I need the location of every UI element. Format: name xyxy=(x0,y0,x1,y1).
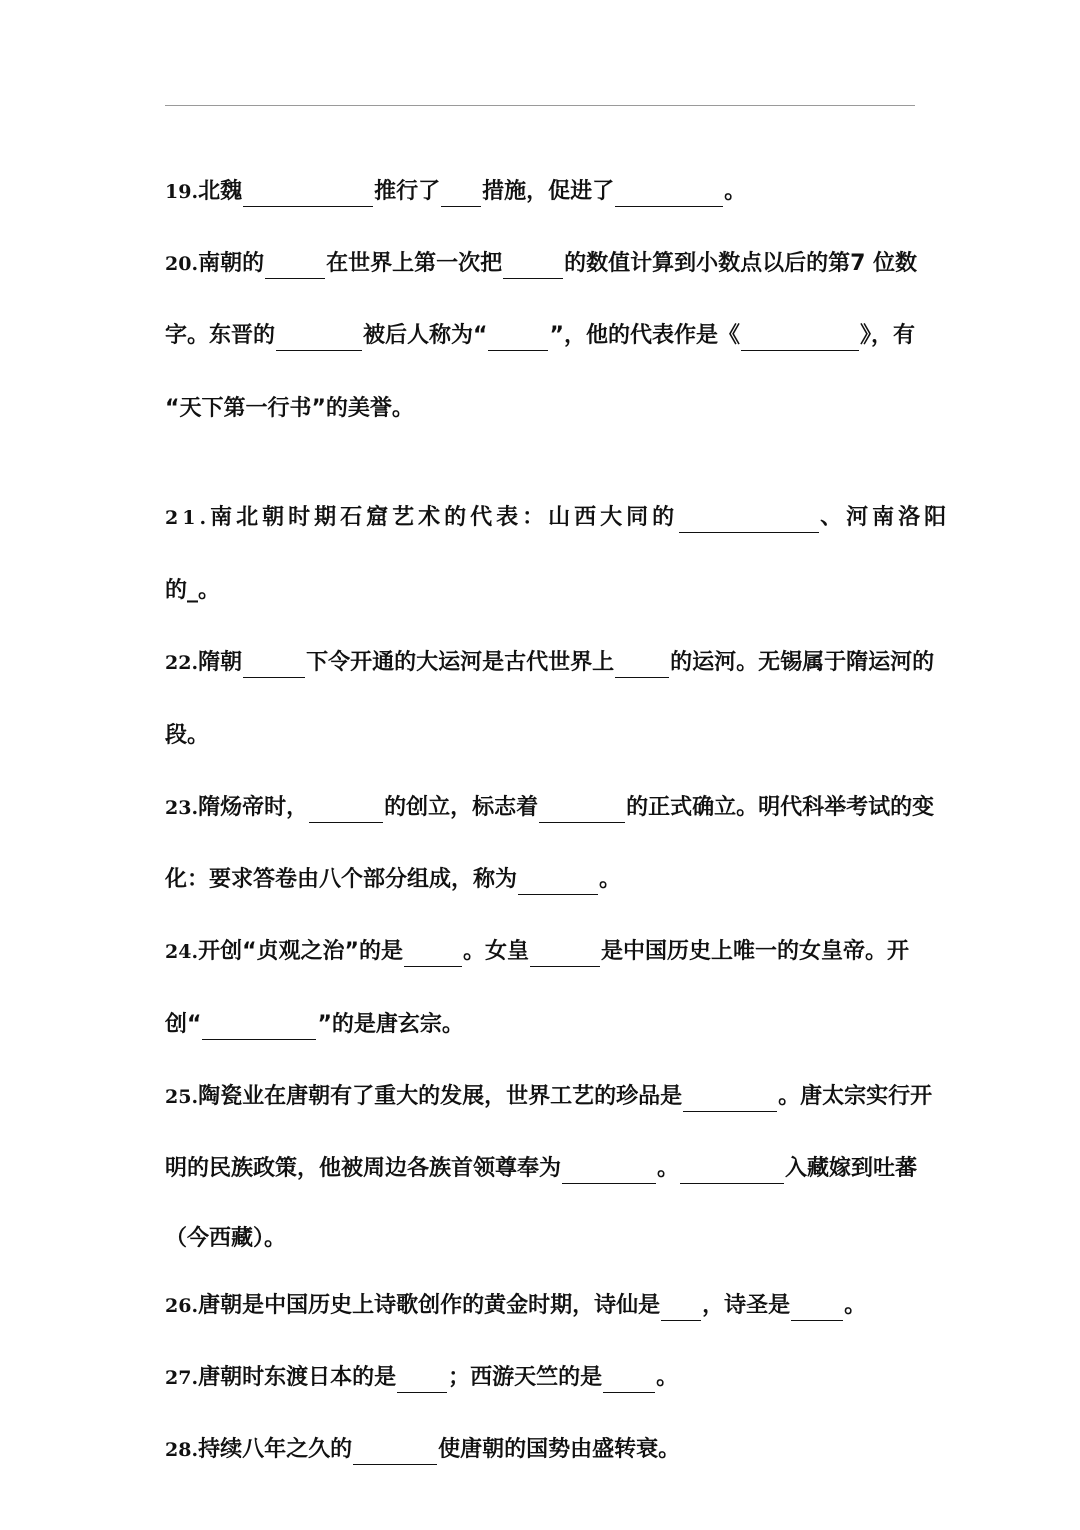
answer-blank[interactable] xyxy=(265,254,325,279)
answer-blank[interactable] xyxy=(562,1159,656,1184)
question-26 xyxy=(165,1291,925,1321)
question-text: 使唐朝的国势由盛转衰。 xyxy=(438,1437,681,1462)
question-text: ；西游天竺的是 xyxy=(448,1365,603,1390)
answer-blank[interactable] xyxy=(397,1368,447,1393)
question-text: 措施，促进了 xyxy=(482,179,615,204)
question-number: 22. xyxy=(165,652,199,674)
question-21-line-2 xyxy=(165,576,925,606)
question-text: 明的民族政策，他被周边各族首领尊奉为 xyxy=(165,1156,562,1181)
answer-blank[interactable] xyxy=(661,1296,701,1321)
header-rule xyxy=(165,105,915,106)
question-text: 化：要求答卷由八个部分组成，称为 xyxy=(165,867,518,892)
answer-blank[interactable] xyxy=(791,1296,843,1321)
question-number: 27. xyxy=(165,1367,199,1389)
question-19 xyxy=(165,177,925,207)
question-23-line-2 xyxy=(165,865,925,895)
answer-blank[interactable] xyxy=(243,182,373,207)
question-text: 的数值计算到小数点以后的第7 位数 xyxy=(564,251,918,276)
question-text: 入藏嫁到吐蕃 xyxy=(785,1156,918,1181)
question-text: 的运河。无锡属于隋运河的 xyxy=(670,650,935,675)
answer-blank[interactable] xyxy=(680,1159,784,1184)
question-text: 的_。 xyxy=(165,578,221,603)
question-25-line-2 xyxy=(165,1154,925,1184)
question-text: ，诗圣是 xyxy=(702,1293,791,1318)
question-text: 。唐太宗实行开 xyxy=(778,1084,933,1109)
answer-blank[interactable] xyxy=(243,653,305,678)
question-text: ”的是唐玄宗。 xyxy=(317,1012,464,1037)
answer-blank[interactable] xyxy=(615,182,723,207)
question-number: 20. xyxy=(165,253,199,275)
answer-blank[interactable] xyxy=(603,1368,655,1393)
question-20-line-3 xyxy=(165,394,925,424)
answer-blank[interactable] xyxy=(503,254,563,279)
question-23-line-1 xyxy=(165,793,935,823)
question-text: ”，他的代表作是《 xyxy=(549,323,740,348)
question-28 xyxy=(165,1435,925,1465)
answer-blank[interactable] xyxy=(539,798,625,823)
question-text: 持续八年之久的 xyxy=(198,1437,353,1462)
question-text: （今西藏）。 xyxy=(165,1226,287,1251)
question-text: 。 xyxy=(844,1293,867,1318)
answer-blank[interactable] xyxy=(404,942,462,967)
answer-blank[interactable] xyxy=(741,326,859,351)
answer-blank[interactable] xyxy=(615,653,669,678)
question-text: 段。 xyxy=(165,723,210,748)
answer-blank[interactable] xyxy=(683,1087,777,1112)
answer-blank[interactable] xyxy=(530,942,600,967)
question-number: 26. xyxy=(165,1295,199,1317)
question-text: 创“ xyxy=(165,1012,202,1037)
question-text: 。 xyxy=(724,179,747,204)
question-text: 隋炀帝时， xyxy=(198,795,309,820)
question-20-line-2 xyxy=(165,321,925,351)
question-number: 19. xyxy=(165,181,199,203)
question-number: 25. xyxy=(165,1086,199,1108)
question-text: 。女皇 xyxy=(462,939,529,964)
question-text: 。 xyxy=(599,867,622,892)
question-text: 。 xyxy=(657,1156,680,1181)
answer-blank[interactable] xyxy=(202,1015,316,1040)
question-text: 是中国历史上唯一的女皇帝。开 xyxy=(601,939,910,964)
question-24-line-2 xyxy=(165,1010,925,1040)
question-text: 在世界上第一次把 xyxy=(326,251,503,276)
question-27 xyxy=(165,1363,925,1393)
answer-blank[interactable] xyxy=(518,870,598,895)
answer-blank[interactable] xyxy=(679,508,819,533)
question-text: 唐朝是中国历史上诗歌创作的黄金时期，诗仙是 xyxy=(198,1293,661,1318)
question-22-line-1 xyxy=(165,648,935,678)
question-text: 唐朝时东渡日本的是 xyxy=(198,1365,397,1390)
question-number: 24. xyxy=(165,941,199,963)
question-22-line-2 xyxy=(165,721,925,751)
question-25-line-3 xyxy=(165,1224,925,1254)
question-text: 字。东晋的 xyxy=(165,323,276,348)
question-25-line-1 xyxy=(165,1082,933,1112)
question-text: 推行了 xyxy=(374,179,441,204)
question-text: 的创立，标志着 xyxy=(384,795,539,820)
question-text: 北魏 xyxy=(198,179,243,204)
answer-blank[interactable] xyxy=(441,182,481,207)
question-21-line-1 xyxy=(165,503,951,533)
question-text: 下令开通的大运河是古代世界上 xyxy=(306,650,615,675)
question-text: 》，有 xyxy=(859,323,915,348)
question-text: 南朝的 xyxy=(198,251,265,276)
question-number: 28. xyxy=(165,1439,199,1461)
question-text: 隋朝 xyxy=(198,650,243,675)
question-text: 被后人称为“ xyxy=(363,323,488,348)
answer-blank[interactable] xyxy=(276,326,362,351)
question-text: 南北朝时期石窟艺术的代表：山西大同的 xyxy=(210,505,679,530)
question-24-line-1 xyxy=(165,937,925,967)
question-text: 陶瓷业在唐朝有了重大的发展，世界工艺的珍品是 xyxy=(198,1084,683,1109)
answer-blank[interactable] xyxy=(353,1440,437,1465)
question-text: 开创“贞观之治”的是 xyxy=(198,939,403,964)
question-text: 。 xyxy=(656,1365,679,1390)
answer-blank[interactable] xyxy=(309,798,383,823)
question-text: “天下第一行书”的美誉。 xyxy=(165,396,414,421)
question-number: 23. xyxy=(165,797,199,819)
question-20-line-1 xyxy=(165,249,925,279)
question-number: 21. xyxy=(165,507,211,529)
answer-blank[interactable] xyxy=(488,326,548,351)
question-text: 的正式确立。明代科举考试的变 xyxy=(626,795,935,820)
question-text: 、河南洛阳 xyxy=(820,505,951,530)
